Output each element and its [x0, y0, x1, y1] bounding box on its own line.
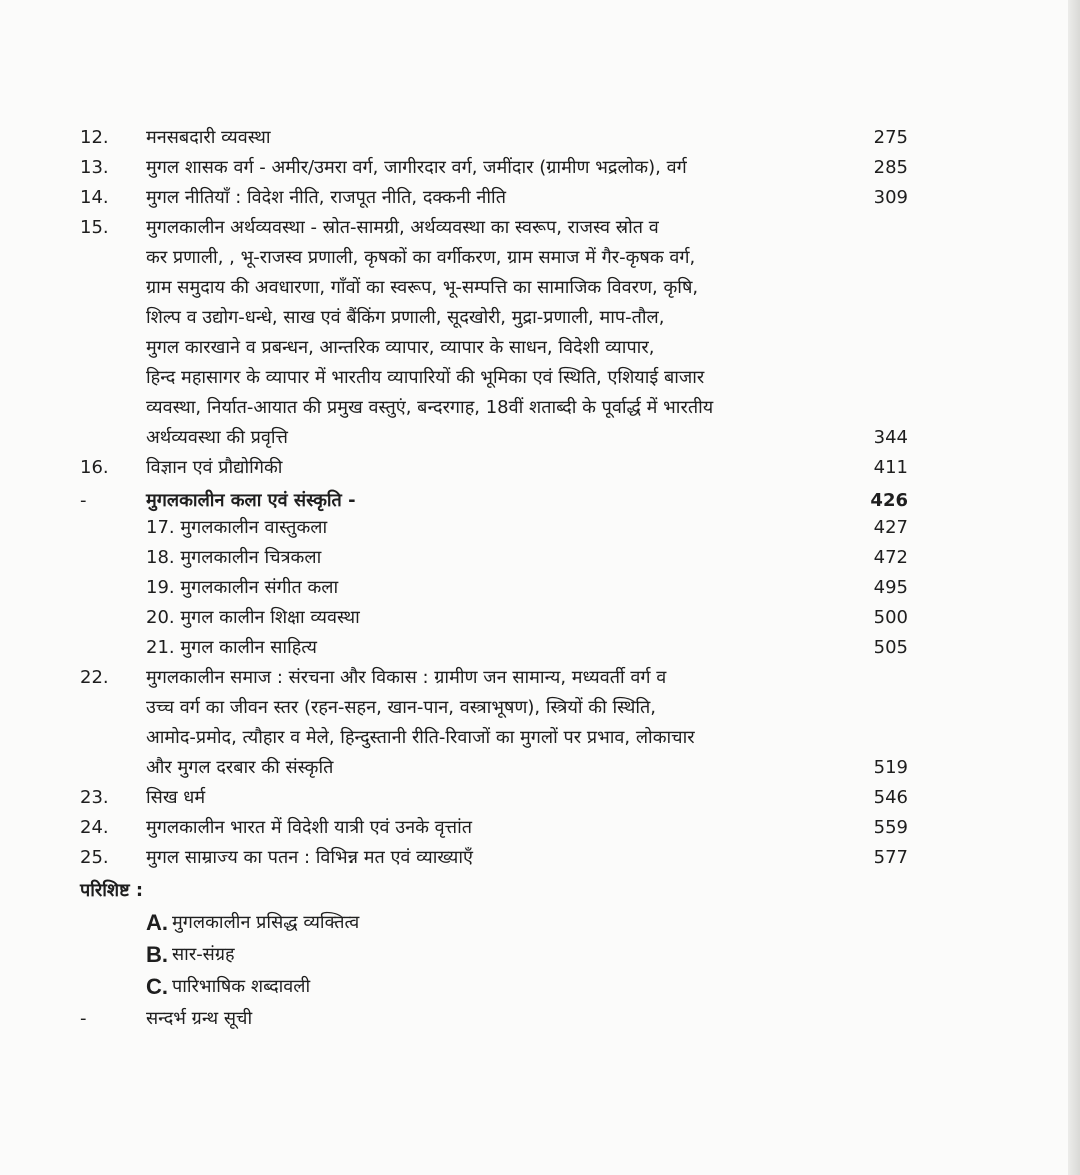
toc-entry-title-line: मुगल शासक वर्ग - अमीर/उमरा वर्ग, जागीरदार वर्ग, जमींदार (ग्रामीण भद्रलोक), वर्ग: [146, 157, 687, 178]
toc-entry-number: 16.: [80, 457, 109, 478]
toc-entry-number: 25.: [80, 847, 109, 868]
toc-entry-title-line: 21. मुगल कालीन साहित्य: [146, 637, 317, 658]
toc-entry-page: 426: [870, 490, 908, 511]
toc-entry-page: 505: [873, 637, 908, 658]
toc-entry-title-line: मुगलकालीन कला एवं संस्कृति -: [146, 490, 356, 511]
toc-entry-page: 427: [873, 517, 908, 538]
toc-entry-title-line: आमोद-प्रमोद, त्यौहार व मेले, हिन्दुस्तानी रीति-रिवाजों का मुगलों पर प्रभाव, लोकाचार: [146, 727, 695, 748]
toc-entry-title-line: 19. मुगलकालीन संगीत कला: [146, 577, 339, 598]
appendix-letter-b: B.: [146, 942, 168, 967]
toc-entry-page: 472: [873, 547, 908, 568]
toc-entry-title-line: मुगलकालीन अर्थव्यवस्था - स्रोत-सामग्री, अर्थव्यवस्था का स्वरूप, राजस्व स्रोत व: [146, 217, 659, 238]
toc-entry-title-line: मुगल कारखाने व प्रबन्धन, आन्तरिक व्यापार, व्यापार के साधन, विदेशी व्यापार,: [146, 337, 655, 358]
toc-entry-number: 15.: [80, 217, 109, 238]
toc-entry-title-line: मुगलकालीन भारत में विदेशी यात्री एवं उनके वृत्तांत: [146, 817, 473, 838]
toc-entry-title-line: मुगल नीतियाँ : विदेश नीति, राजपूत नीति, दक्कनी नीति: [146, 187, 506, 208]
toc-entry-title-line: विज्ञान एवं प्रौद्योगिकी: [146, 457, 283, 478]
toc-entry-number: 23.: [80, 787, 109, 808]
toc-entry-title-line: 20. मुगल कालीन शिक्षा व्यवस्था: [146, 607, 360, 628]
toc-entry-number: 22.: [80, 667, 109, 688]
toc-entry-page: 285: [873, 157, 908, 178]
appendix-letter-a: A.: [146, 910, 168, 935]
toc-entry-title-line: कर प्रणाली, , भू-राजस्व प्रणाली, कृषकों का वर्गीकरण, ग्राम समाज में गैर-कृषक वर्ग,: [146, 247, 696, 268]
toc-entry-title-line: हिन्द महासागर के व्यापार में भारतीय व्यापारियों की भूमिका एवं स्थिति, एशियाई बाजार: [146, 367, 705, 388]
toc-entry-title-line: मनसबदारी व्यवस्था: [146, 127, 271, 148]
toc-entry-title-line: और मुगल दरबार की संस्कृति: [146, 757, 334, 778]
toc-entry-page: 546: [873, 787, 908, 808]
toc-entry-page: 275: [873, 127, 908, 148]
appendix-item-a: मुगलकालीन प्रसिद्ध व्यक्तित्व: [172, 912, 360, 933]
appendix-letter-c: C.: [146, 974, 168, 999]
references-dash: -: [80, 1008, 87, 1029]
toc-entry-number: -: [80, 490, 87, 511]
toc-entry-page: 495: [873, 577, 908, 598]
toc-entry-title-line: 17. मुगलकालीन वास्तुकला: [146, 517, 328, 538]
toc-entry-number: 24.: [80, 817, 109, 838]
toc-entry-title-line: मुगलकालीन समाज : संरचना और विकास : ग्रामीण जन सामान्य, मध्यवर्ती वर्ग व: [146, 667, 667, 688]
appendix-item-b: सार-संग्रह: [172, 944, 235, 965]
toc-entry-number: 14.: [80, 187, 109, 208]
toc-entry-page: 577: [873, 847, 908, 868]
toc-entry-page: 411: [873, 457, 908, 478]
appendix-item-c: पारिभाषिक शब्दावली: [172, 976, 311, 997]
toc-entry-number: 12.: [80, 127, 109, 148]
toc-entry-title-line: 18. मुगलकालीन चित्रकला: [146, 547, 322, 568]
toc-entry-number: 13.: [80, 157, 109, 178]
references-label: सन्दर्भ ग्रन्थ सूची: [146, 1008, 253, 1029]
toc-entry-page: 500: [873, 607, 908, 628]
toc-entry-page: 519: [873, 757, 908, 778]
toc-entry-title-line: अर्थव्यवस्था की प्रवृत्ति: [146, 427, 288, 448]
toc-entry-page: 559: [873, 817, 908, 838]
toc-entry-title-line: ग्राम समुदाय की अवधारणा, गाँवों का स्वरूप, भू-सम्पत्ति का सामाजिक विवरण, कृषि,: [146, 277, 699, 298]
toc-entry-title-line: सिख धर्म: [146, 787, 206, 808]
appendix-title: परिशिष्ट :: [80, 880, 144, 901]
toc-entry-title-line: मुगल साम्राज्य का पतन : विभिन्न मत एवं व्याख्याएँ: [146, 847, 473, 868]
toc-entry-title-line: उच्च वर्ग का जीवन स्तर (रहन-सहन, खान-पान, वस्त्राभूषण), स्त्रियों की स्थिति,: [146, 697, 656, 718]
toc-entry-title-line: शिल्प व उद्योग-धन्धे, साख एवं बैंकिंग प्रणाली, सूदखोरी, मुद्रा-प्रणाली, माप-तौल,: [146, 307, 665, 328]
toc-entry-page: 309: [873, 187, 908, 208]
toc-entry-page: 344: [873, 427, 908, 448]
toc-entry-title-line: व्यवस्था, निर्यात-आयात की प्रमुख वस्तुएं, बन्दरगाह, 18वीं शताब्दी के पूर्वार्द्ध में भारतीय: [146, 397, 714, 418]
